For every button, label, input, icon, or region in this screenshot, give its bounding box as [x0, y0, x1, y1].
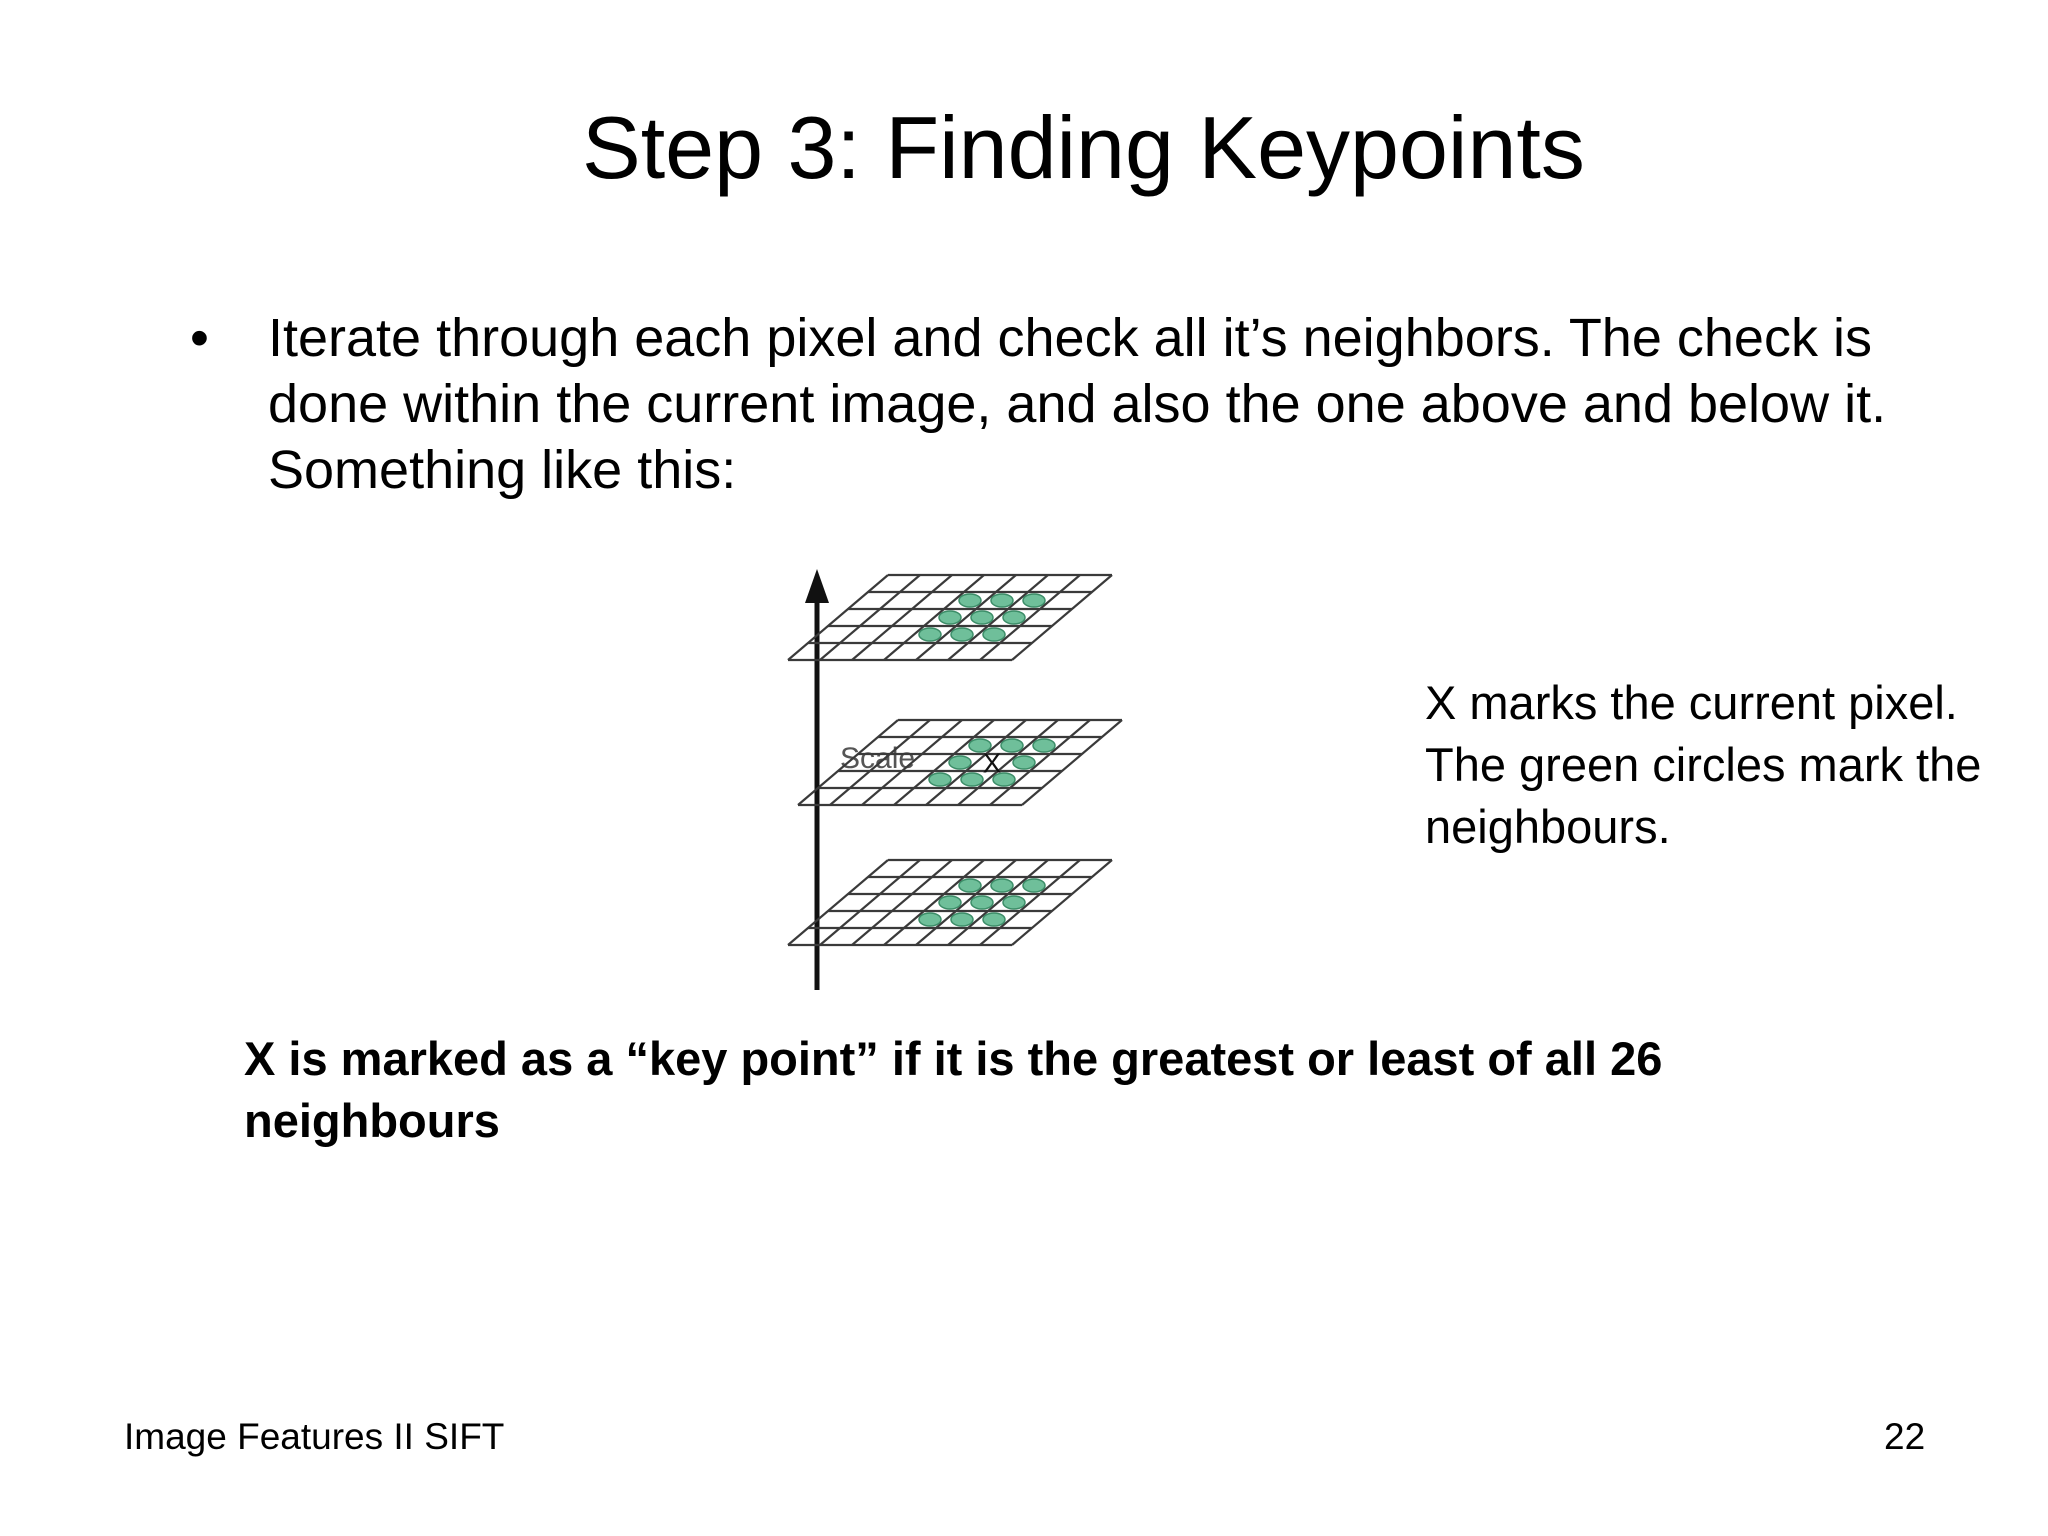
grid-line [884, 575, 984, 660]
grid-line [852, 860, 952, 945]
grid-line [1012, 860, 1112, 945]
footer-course-title: Image Features II SIFT [124, 1416, 505, 1457]
neighbour-circle [971, 611, 993, 624]
grid-line [948, 860, 1048, 945]
page-number: 22 [1884, 1416, 1926, 1457]
neighbour-circle [919, 628, 941, 641]
grid-line [926, 720, 1026, 805]
caption-line-current-pixel: X marks the current pixel. [1425, 676, 1958, 729]
grid-line [788, 575, 888, 660]
neighbour-circle [971, 896, 993, 909]
neighbour-circle [951, 913, 973, 926]
neighbour-circle [1023, 594, 1045, 607]
grid-line [916, 575, 1016, 660]
neighbour-circle [1023, 879, 1045, 892]
neighbour-circle [1003, 611, 1025, 624]
grid-line [990, 720, 1090, 805]
grid-line [820, 860, 920, 945]
neighbour-circle [961, 773, 983, 786]
grid-line [1012, 575, 1112, 660]
scale-space-diagram [780, 555, 1340, 995]
grid-line [788, 860, 888, 945]
neighbour-circle [919, 913, 941, 926]
keypoint-rule: X is marked as a “key point” if it is the greatest or least of all 26 neighbours [244, 1032, 1663, 1147]
bottom-scale-layer [788, 860, 1112, 945]
slide-title: Step 3: Finding Keypoints [582, 98, 1585, 197]
neighbour-circle [1033, 739, 1055, 752]
grid-line [948, 575, 1048, 660]
neighbour-circle [1013, 756, 1035, 769]
scale-axis-label: Scale [840, 742, 916, 775]
bullet-marker: • [190, 308, 209, 368]
neighbour-circle [991, 594, 1013, 607]
neighbour-circle [951, 628, 973, 641]
neighbour-circle [1001, 739, 1023, 752]
grid-line [980, 860, 1080, 945]
neighbour-circle [939, 896, 961, 909]
middle-scale-layer [798, 720, 1122, 805]
grid-line [884, 860, 984, 945]
grid-line [980, 575, 1080, 660]
caption-line-neighbours: The green circles mark the neighbours. [1425, 738, 1982, 853]
neighbour-circle [949, 756, 971, 769]
grid-line [958, 720, 1058, 805]
neighbour-circle [991, 879, 1013, 892]
neighbour-circle [959, 879, 981, 892]
neighbour-circle [929, 773, 951, 786]
grid-line [1022, 720, 1122, 805]
neighbour-circle [939, 611, 961, 624]
top-scale-layer [788, 575, 1112, 660]
scale-arrow-head [805, 569, 829, 603]
figure-caption [1425, 672, 1985, 858]
neighbour-circle [983, 628, 1005, 641]
grid-line [852, 575, 952, 660]
neighbour-circle [959, 594, 981, 607]
grid-line [820, 575, 920, 660]
grid-line [916, 860, 1016, 945]
neighbour-circle [983, 913, 1005, 926]
current-pixel-mark: X [982, 747, 1002, 779]
bullet-text: Iterate through each pixel and check all it’s neighbors. The check is done within the current image, and also the one above and below it. Something like this: [268, 308, 1887, 500]
neighbour-circle [1003, 896, 1025, 909]
